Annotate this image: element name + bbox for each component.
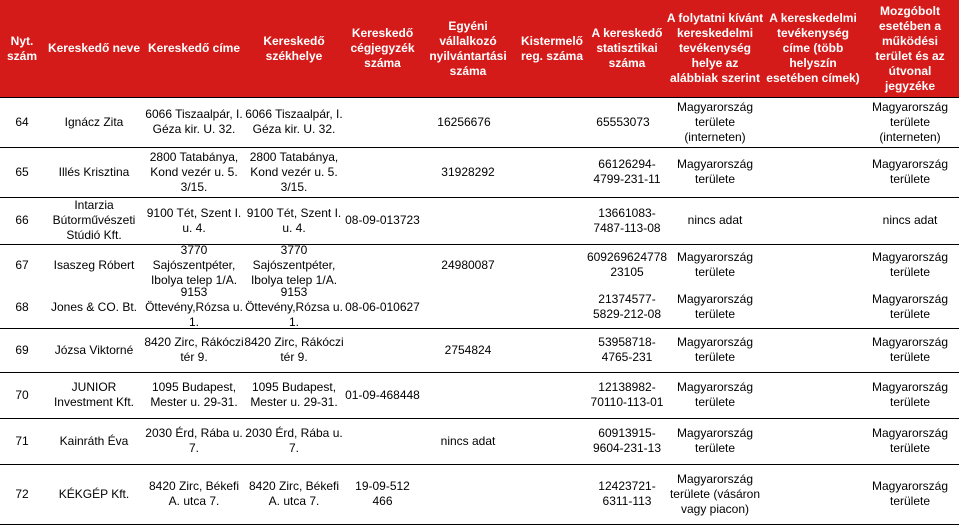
header-col-szekhely: Kereskedő székhelye <box>263 33 325 63</box>
header-col-ev-szam: Egyéni vállalkozó nyilvántartási száma <box>429 18 507 78</box>
cell-cim: 8420 Zirc, Békefi A. utca 7. <box>148 479 240 508</box>
cell-cim: 9100 Tét, Szent I. u. 4. <box>146 205 242 235</box>
header-col-kistermelo: Kistermelő reg. száma <box>520 33 584 63</box>
cell-cim: 2030 Érd, Rába u. 7. <box>145 426 243 455</box>
cell-kistermelo: 65553073 <box>596 114 650 129</box>
cell-tevekenyseg-helye: Magyarország területe (interneten) <box>676 99 754 144</box>
cell-szekhely: 2800 Tatabánya, Kond vezér u. 5. 3/15. <box>249 149 339 194</box>
cell-nyt: 66 <box>15 213 29 227</box>
cell-statisztikai: 60913915-9604-231-13 <box>592 426 662 455</box>
cell-szekhely: 3770 Sajószentpéter, Ibolya telep 1/A. <box>250 242 338 287</box>
cell-tevekenyseg-helye: Magyarország területe <box>676 426 754 455</box>
header-col-cegjegyzek: Kereskedő cégjegyzék száma <box>350 26 415 70</box>
cell-nev: KÉKGÉP Kft. <box>58 486 130 501</box>
cell-mozgobolt: Magyarország területe <box>871 157 949 186</box>
cell-nyt: 72 <box>15 486 29 501</box>
cell-ev-szam: 24980087 <box>441 257 495 272</box>
cell-cegjegyzek: 01-09-468448 <box>345 387 420 402</box>
header-col-tevekenyseg-cime: A kereskedelmi tevékenység címe (több helyszín esetében címek) <box>766 11 860 85</box>
cell-nev: Józsa Viktorné <box>54 342 134 357</box>
cell-statisztikai: 13661083-7487-113-08 <box>593 205 661 235</box>
cell-szekhely: 9153 Öttevény,Rózsa u. 1. <box>245 284 343 329</box>
cell-statisztikai: 12138982-70110-113-01 <box>590 380 664 409</box>
cell-mozgobolt: Magyarország területe <box>871 292 949 321</box>
cell-statisztikai: 12423721-6311-113 <box>598 479 656 508</box>
cell-szekhely: 1095 Budapest, Mester u. 29-31. <box>250 380 338 409</box>
cell-mozgobolt: Magyarország területe <box>871 250 949 279</box>
cell-nev: Kainráth Éva <box>59 433 129 448</box>
cell-cim: 1095 Budapest, Mester u. 29-31. <box>150 380 238 409</box>
cell-ev-szam: 31928292 <box>441 164 495 179</box>
cell-szekhely: 8420 Zirc, Rákóczi tér 9. <box>244 335 344 364</box>
cell-tevekenyseg-helye: nincs adat <box>687 213 743 227</box>
header-col-mozgobolt: Mozgóbolt esetében a működési terület és az útvonal jegyzéke <box>875 3 945 93</box>
cell-mozgobolt: Magyarország területe (interneten) <box>871 99 949 144</box>
cell-ev-szam: nincs adat <box>440 433 496 448</box>
cell-cegjegyzek: 08-09-013723 <box>345 213 420 227</box>
cell-tevekenyseg-helye: Magyarország területe <box>676 292 754 321</box>
cell-statisztikai: 53958718-4765-231 <box>598 335 656 364</box>
cell-nev: Illés Krisztina <box>58 164 130 179</box>
cell-cim: 8420 Zirc, Rákóczi tér 9. <box>144 335 244 364</box>
cell-statisztikai: 66126294-4799-231-11 <box>593 157 661 186</box>
cell-cegjegyzek: 08-06-010627 <box>345 299 420 314</box>
cell-tevekenyseg-helye: Magyarország területe <box>676 250 754 279</box>
cell-tevekenyseg-helye: Magyarország területe <box>676 157 754 186</box>
cell-nev: Ignácz Zita <box>64 114 124 129</box>
cell-nev: JUNIOR Investment Kft. <box>53 380 135 409</box>
cell-nyt: 68 <box>15 299 29 314</box>
cell-mozgobolt: Magyarország területe <box>871 380 949 409</box>
cell-szekhely: 8420 Zirc, Békefi A. utca 7. <box>248 479 340 508</box>
cell-nev: Intarzia Bútorművészeti Stúdió Kft. <box>52 198 136 242</box>
cell-tevekenyseg-helye: Magyarország területe <box>676 380 754 409</box>
cell-mozgobolt: Magyarország területe <box>871 335 949 364</box>
cell-nyt: 70 <box>15 387 29 402</box>
cell-statisztikai: 21374577-5829-212-08 <box>592 292 662 321</box>
cell-nev: Isaszeg Róbert <box>53 257 135 272</box>
cell-cim: 6066 Tiszaalpár, I. Géza kir. U. 32. <box>145 107 243 136</box>
cell-nyt: 67 <box>15 257 29 272</box>
cell-cim: 9153 Öttevény,Rózsa u. 1. <box>145 284 243 329</box>
cell-ev-szam: 16256676 <box>437 114 491 129</box>
cell-tevekenyseg-helye: Magyarország területe <box>676 335 754 364</box>
cell-statisztikai: 609269624778 23105 <box>586 250 668 279</box>
cell-cegjegyzek: 19-09-512 466 <box>355 479 410 508</box>
cell-ev-szam: 2754824 <box>444 342 492 357</box>
header-col-statisztikai: A kereskedő statisztikai száma <box>591 26 663 70</box>
cell-tevekenyseg-helye: Magyarország területe (vásáron vagy piacon) <box>669 471 761 516</box>
header-col-cim: Kereskedő címe <box>147 41 241 55</box>
header-col-nev: Kereskedő neve <box>47 41 141 55</box>
cell-nyt: 71 <box>15 433 29 448</box>
cell-nyt: 65 <box>15 164 29 179</box>
header-col-tevekenyseg-helye: A folytatni kívánt kereskedelmi tevékenység helye az alábbiak szerint <box>666 11 764 85</box>
cell-nev: Jones & CO. Bt. <box>50 299 138 314</box>
cell-cim: 2800 Tatabánya, Kond vezér u. 5. 3/15. <box>149 149 239 194</box>
cell-szekhely: 9100 Tét, Szent I. u. 4. <box>246 205 342 235</box>
cell-szekhely: 2030 Érd, Rába u. 7. <box>245 426 343 455</box>
cell-cim: 3770 Sajószentpéter, Ibolya telep 1/A. <box>150 242 238 287</box>
cell-mozgobolt: Magyarország területe <box>871 426 949 455</box>
cell-nyt: 69 <box>15 342 29 357</box>
cell-szekhely: 6066 Tiszaalpár, I. Géza kir. U. 32. <box>245 107 343 136</box>
cell-nyt: 64 <box>15 114 29 129</box>
header-col-nyt: Nyt. szám <box>6 33 38 63</box>
cell-mozgobolt: nincs adat <box>882 213 938 227</box>
cell-mozgobolt: Magyarország területe <box>871 479 949 508</box>
